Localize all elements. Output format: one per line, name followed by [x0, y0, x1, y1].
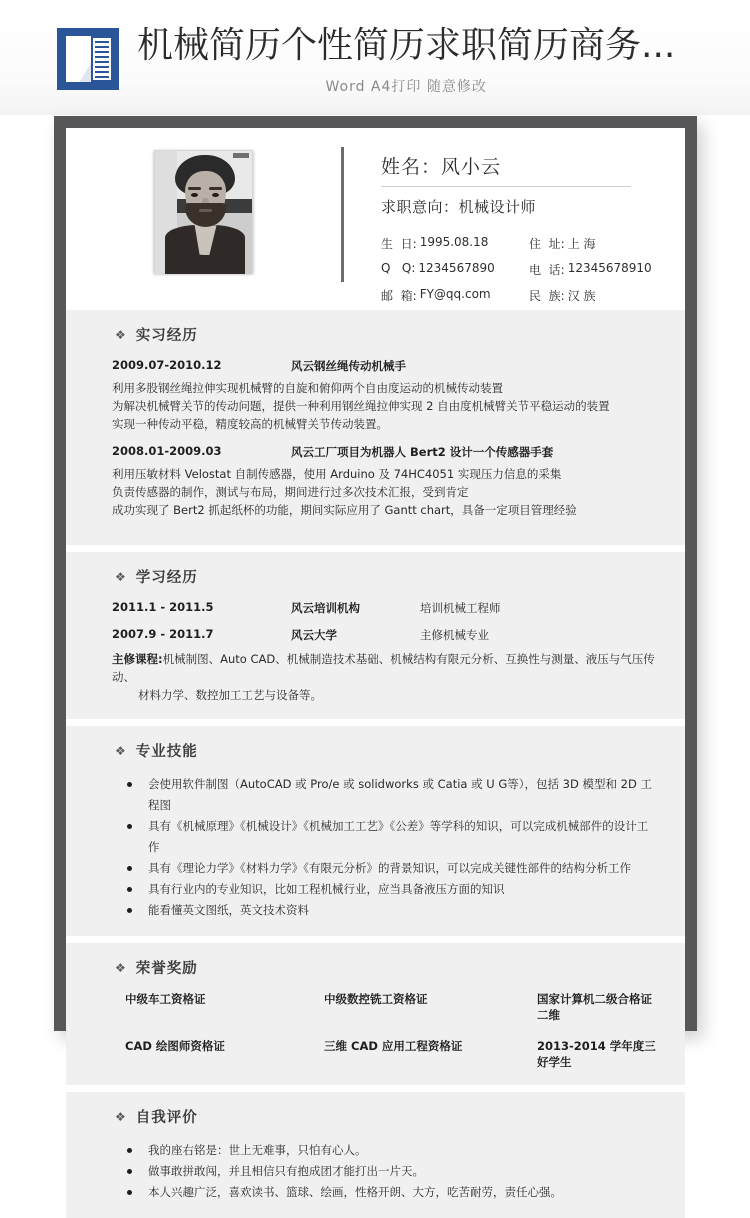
- section-self-evaluation: [66, 1085, 685, 1218]
- banner-title: 机械简历个性简历求职简历商务...: [137, 25, 676, 66]
- ethnicity-value: 汉 族: [567, 289, 596, 303]
- contact-row: [381, 287, 685, 304]
- diamond-bullet-icon: ❖: [115, 569, 127, 584]
- experience-line: 利用多股钢丝绳拉伸实现机械臂的自旋和俯仰两个自由度运动的机械传动装置: [112, 381, 503, 395]
- honors-grid: [112, 991, 657, 1070]
- experience-line: 成功实现了 Bert2 抓起纸杯的功能，期间实际应用了 Gantt chart，具备一定项目管理经验: [112, 503, 577, 517]
- list-item: 具有行业内的专业知识，比如工程机械行业，应当具备液压方面的知识: [112, 879, 657, 900]
- birthday-label: 生 日:: [381, 237, 417, 251]
- resume-sheet: [66, 128, 685, 1199]
- job-intent-label: 求职意向：: [381, 198, 459, 216]
- phone-label: 电 话:: [529, 263, 565, 277]
- diamond-bullet-icon: ❖: [115, 1109, 127, 1124]
- education-row: [112, 600, 657, 616]
- list-item: 会使用软件制图（AutoCAD 或 Pro/e 或 solidworks 或 Catia 或 U G等），包括 3D 模型和 2D 工程图: [112, 774, 657, 816]
- experience-date: 2008.01-2009.03: [112, 444, 222, 458]
- qq-label: Q Q:: [381, 261, 416, 275]
- section-body-skills: [66, 761, 685, 936]
- birthday-value: 1995.08.18: [419, 235, 489, 249]
- section-title-text: 学习经历: [135, 570, 198, 586]
- education-date: 2011.1 - 2011.5: [112, 600, 214, 614]
- ethnicity-label: 民 族:: [529, 289, 565, 303]
- word-icon: [57, 28, 119, 90]
- experience-org: 风云工厂项目为机器人 Bert2 设计一个传感器手套: [291, 445, 554, 459]
- contact-row: [381, 235, 685, 252]
- experience-org: 风云钢丝绳传动机械手: [291, 359, 406, 373]
- honor-item: 2013-2014 学年度三好学生: [537, 1039, 656, 1069]
- section-body-internship: [66, 345, 685, 545]
- section-title-skills: [66, 726, 685, 761]
- name-row: [381, 152, 631, 187]
- resume-header: [66, 128, 685, 304]
- experience-line: 负责传感器的制作，测试与布局，期间进行过多次技术汇报，受到肯定: [112, 485, 469, 499]
- section-title-honors: [66, 943, 685, 978]
- address-value: 上 海: [567, 237, 596, 251]
- list-item: 具有《机械原理》《机械设计》《机械加工工艺》《公差》等学科的知识，可以完成机械部件的设计工作: [112, 816, 657, 858]
- contact-table: [381, 235, 685, 304]
- qq-value: 1234567890: [418, 261, 495, 275]
- honor-item: 三维 CAD 应用工程资格证: [324, 1039, 463, 1053]
- honor-item: 中级数控铣工资格证: [324, 992, 428, 1006]
- section-title-text: 专业技能: [135, 744, 198, 760]
- job-intent-value: 机械设计师: [458, 198, 537, 216]
- personal-info: [344, 128, 685, 313]
- avatar: [154, 150, 253, 273]
- education-role: 培训机械工程师: [420, 601, 501, 615]
- job-intent-row: [381, 196, 685, 217]
- education-org: 风云大学: [291, 628, 337, 642]
- experience-entry: [112, 358, 657, 433]
- section-skills: [66, 719, 685, 936]
- section-body-education: [66, 587, 685, 719]
- resume-frame: [54, 116, 697, 1199]
- page-banner: [0, 0, 750, 115]
- education-org: 风云培训机构: [291, 601, 360, 615]
- education-date: 2007.9 - 2011.7: [112, 627, 214, 641]
- diamond-bullet-icon: ❖: [115, 327, 127, 342]
- experience-date: 2009.07-2010.12: [112, 358, 222, 372]
- list-item: 我的座右铭是：世上无难事，只怕有心人。: [112, 1140, 657, 1161]
- diamond-bullet-icon: ❖: [115, 960, 127, 975]
- experience-line: 利用压敏材料 Velostat 自制传感器，使用 Arduino 及 74HC4051 实现压力信息的采集: [112, 467, 562, 481]
- major-courses-label: 主修课程:: [112, 652, 163, 666]
- banner-content: [57, 22, 675, 96]
- major-courses: [112, 650, 657, 704]
- self-evaluation-list: [112, 1140, 657, 1203]
- honor-item: CAD 绘图师资格证: [125, 1039, 225, 1053]
- honor-item: 国家计算机二级合格证 二维: [537, 992, 652, 1022]
- education-role: 主修机械专业: [420, 628, 489, 642]
- contact-row: [381, 261, 685, 278]
- list-item: 具有《理论力学》《材料力学》《有限元分析》的背景知识，可以完成关键性部件的结构分析工作: [112, 858, 657, 879]
- address-label: 住 址:: [529, 237, 565, 251]
- list-item: 能看懂英文图纸，英文技术资料: [112, 900, 657, 921]
- section-title-internship: [66, 310, 685, 345]
- section-title-text: 自我评价: [135, 1110, 198, 1126]
- section-education: [66, 545, 685, 719]
- skills-list: [112, 774, 657, 921]
- name-label: 姓名：: [381, 156, 442, 178]
- email-value: FY@qq.com: [419, 287, 491, 301]
- phone-value: 12345678910: [567, 261, 652, 275]
- section-honors: [66, 936, 685, 1085]
- section-title-education: [66, 552, 685, 587]
- section-title-self-evaluation: [66, 1092, 685, 1127]
- major-courses-line2: 材料力学、数控加工工艺与设备等。: [138, 688, 322, 702]
- name-value: 风小云: [441, 156, 502, 178]
- section-internship: [66, 304, 685, 545]
- photo-column: [66, 128, 341, 273]
- section-body-self-evaluation: [66, 1127, 685, 1218]
- experience-line: 实现一种传动平稳，精度较高的机械臂关节传动装置。: [112, 417, 388, 431]
- major-courses-line1: 机械制图、Auto CAD、机械制造技术基础、机械结构有限元分析、互换性与测量、液压与气压传动、: [112, 652, 655, 684]
- experience-line: 为解决机械臂关节的传动问题，提供一种利用钢丝绳拉伸实现 2 自由度机械臂关节平稳运动的装置: [112, 399, 610, 413]
- list-item: 本人兴趣广泛，喜欢读书、篮球、绘画，性格开朗、大方，吃苦耐劳，责任心强。: [112, 1182, 657, 1203]
- list-item: 做事敢拼敢闯，并且相信只有抱成团才能打出一片天。: [112, 1161, 657, 1182]
- banner-subtitle: Word A4打印 随意修改: [325, 79, 487, 95]
- section-title-text: 荣誉奖励: [135, 961, 198, 977]
- section-title-text: 实习经历: [135, 328, 198, 344]
- education-row: [112, 627, 657, 643]
- experience-entry: [112, 444, 657, 519]
- section-body-honors: [66, 978, 685, 1085]
- honor-item: 中级车工资格证: [125, 992, 206, 1006]
- diamond-bullet-icon: ❖: [115, 743, 127, 758]
- email-label: 邮 箱:: [381, 289, 417, 303]
